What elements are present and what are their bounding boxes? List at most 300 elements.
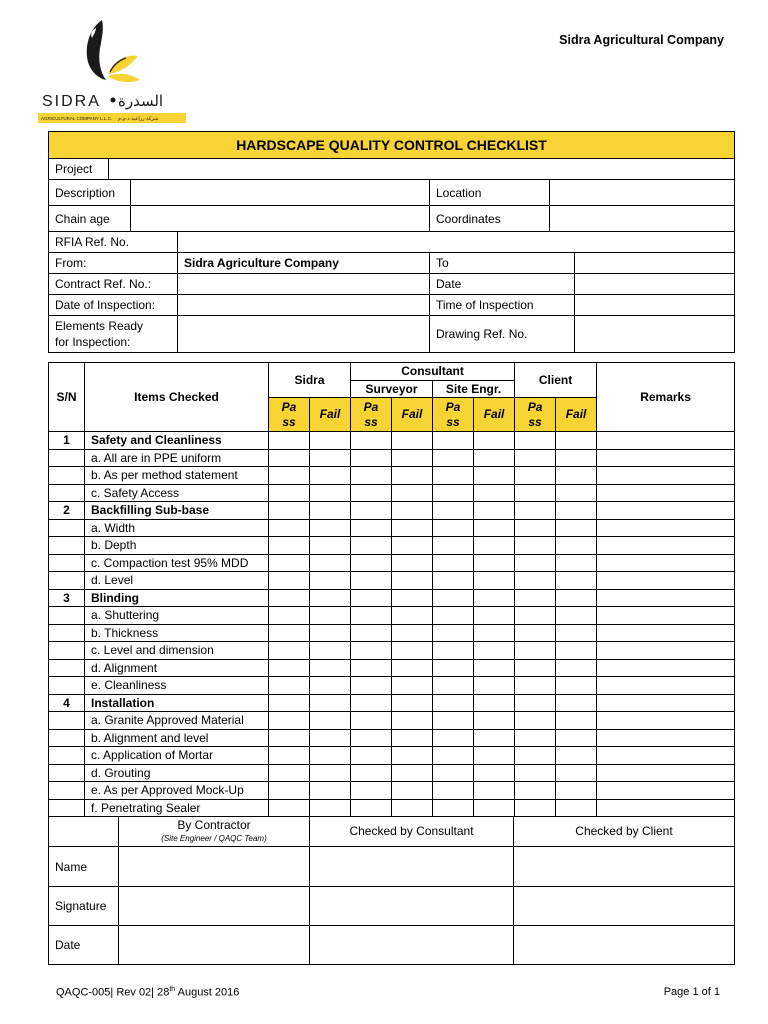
surveyor-pass-cell[interactable] <box>351 572 392 590</box>
from-value: Sidra Agriculture Company <box>178 253 430 274</box>
site-engr-pass-cell[interactable] <box>433 642 474 660</box>
rfia-field[interactable] <box>178 232 735 253</box>
drawing-ref-field[interactable] <box>575 316 735 353</box>
chainage-field[interactable] <box>131 206 430 232</box>
remarks-cell[interactable] <box>597 624 735 642</box>
client-pass-cell[interactable] <box>515 449 556 467</box>
checklist-item-label: a. Granite Approved Material <box>85 712 269 730</box>
form-title: HARDSCAPE QUALITY CONTROL CHECKLIST <box>49 132 735 159</box>
client-pass-cell[interactable] <box>515 729 556 747</box>
checklist-item-row <box>49 572 735 590</box>
site-engr-fail-cell[interactable] <box>474 712 515 730</box>
sidra-pass-cell[interactable] <box>269 607 310 625</box>
sidra-fail-cell[interactable] <box>310 712 351 730</box>
sn-blank-cell <box>49 467 85 485</box>
site-engr-pass-cell[interactable] <box>433 519 474 537</box>
sidra-pass-cell[interactable] <box>269 764 310 782</box>
contractor-name-field[interactable] <box>119 847 310 887</box>
sidra-pass-cell[interactable] <box>269 642 310 660</box>
checklist-item-label: a. Width <box>85 519 269 537</box>
checklist-item-label: c. Compaction test 95% MDD <box>85 554 269 572</box>
client-fail-cell[interactable] <box>556 607 597 625</box>
site-engr-fail-cell[interactable] <box>474 607 515 625</box>
section-header-blank-cell <box>433 432 474 450</box>
checklist-item-row <box>49 449 735 467</box>
surveyor-fail-cell[interactable] <box>392 659 433 677</box>
checklist-item-row <box>49 484 735 502</box>
checklist-item-label: e. Cleanliness <box>85 677 269 695</box>
surveyor-fail-cell[interactable] <box>392 729 433 747</box>
surveyor-pass-cell[interactable] <box>351 782 392 800</box>
sn-blank-cell <box>49 764 85 782</box>
client-pass-cell[interactable] <box>515 782 556 800</box>
client-fail-cell[interactable] <box>556 449 597 467</box>
date-field[interactable] <box>575 274 735 295</box>
coordinates-label: Coordinates <box>430 206 550 232</box>
section-header-blank-cell <box>310 694 351 712</box>
client-pass-cell[interactable] <box>515 607 556 625</box>
client-fail-cell[interactable] <box>556 764 597 782</box>
section-number: 1 <box>49 432 85 450</box>
section-number: 2 <box>49 502 85 520</box>
contract-ref-label: Contract Ref. No.: <box>49 274 178 295</box>
checklist-item-row <box>49 607 735 625</box>
remarks-cell[interactable] <box>597 712 735 730</box>
consultant-header: Consultant <box>351 363 515 381</box>
consultant-date-field[interactable] <box>310 926 514 965</box>
sn-blank-cell <box>49 642 85 660</box>
section-header-blank-cell <box>269 694 310 712</box>
sn-blank-cell <box>49 484 85 502</box>
sn-blank-cell <box>49 519 85 537</box>
site-engr-pass-cell[interactable] <box>433 659 474 677</box>
sidra-pass-cell[interactable] <box>269 554 310 572</box>
items-checked-header: Items Checked <box>85 363 269 432</box>
client-date-field[interactable] <box>514 926 735 965</box>
sn-blank-cell <box>49 607 85 625</box>
checklist-item-label: b. Depth <box>85 537 269 555</box>
client-fail-cell[interactable] <box>556 537 597 555</box>
sidra-pass-cell[interactable] <box>269 747 310 765</box>
checklist-item-row <box>49 519 735 537</box>
site-engr-pass-cell[interactable] <box>433 712 474 730</box>
surveyor-fail-cell[interactable] <box>392 484 433 502</box>
checklist-item-label: a. All are in PPE uniform <box>85 449 269 467</box>
by-contractor-label: By Contractor <box>177 817 251 832</box>
surveyor-fail-cell[interactable] <box>392 642 433 660</box>
checklist-item-label: b. As per method statement <box>85 467 269 485</box>
site-engr-pass-cell[interactable] <box>433 572 474 590</box>
surveyor-pass-cell[interactable] <box>351 729 392 747</box>
footer-date-rest: August 2016 <box>175 986 240 999</box>
surveyor-pass-cell[interactable] <box>351 747 392 765</box>
company-name-header: Sidra Agricultural Company <box>559 33 724 47</box>
svg-text:شركة زراعية ذ.م.م: شركة زراعية ذ.م.م <box>118 116 159 122</box>
sidra-fail-cell[interactable] <box>310 537 351 555</box>
checklist-item-row <box>49 554 735 572</box>
elements-ready-line-1: Elements Ready <box>55 319 144 333</box>
section-header-blank-cell <box>269 589 310 607</box>
surveyor-fail-cell[interactable] <box>392 607 433 625</box>
site-engr-fail-header: Fail <box>474 398 515 432</box>
client-fail-cell[interactable] <box>556 642 597 660</box>
client-fail-cell[interactable] <box>556 677 597 695</box>
sidra-pass-cell[interactable] <box>269 624 310 642</box>
client-pass-cell[interactable] <box>515 519 556 537</box>
surveyor-pass-cell[interactable] <box>351 519 392 537</box>
client-pass-cell[interactable] <box>515 624 556 642</box>
to-field[interactable] <box>575 253 735 274</box>
surveyor-fail-cell[interactable] <box>392 467 433 485</box>
contractor-date-field[interactable] <box>119 926 310 965</box>
site-engr-pass-cell[interactable] <box>433 554 474 572</box>
section-header-blank-cell <box>433 502 474 520</box>
sn-blank-cell <box>49 677 85 695</box>
inspection-date-label: Date of Inspection: <box>49 295 178 316</box>
client-signature-field[interactable] <box>514 887 735 926</box>
remarks-cell[interactable] <box>597 607 735 625</box>
sn-blank-cell <box>49 537 85 555</box>
site-engr-fail-cell[interactable] <box>474 782 515 800</box>
remarks-cell[interactable] <box>597 729 735 747</box>
sidra-fail-cell[interactable] <box>310 467 351 485</box>
sidra-pass-cell[interactable] <box>269 712 310 730</box>
signoff-corner <box>49 817 119 847</box>
surveyor-fail-cell[interactable] <box>392 747 433 765</box>
site-engr-fail-cell[interactable] <box>474 449 515 467</box>
sidra-fail-cell[interactable] <box>310 484 351 502</box>
client-fail-cell[interactable] <box>556 624 597 642</box>
sidra-pass-cell[interactable] <box>269 519 310 537</box>
sidra-pass-cell[interactable] <box>269 484 310 502</box>
checklist-item-label: d. Level <box>85 572 269 590</box>
by-contractor-header <box>119 817 310 847</box>
site-engr-fail-cell[interactable] <box>474 467 515 485</box>
remarks-header: Remarks <box>597 363 735 432</box>
remarks-cell[interactable] <box>597 677 735 695</box>
elements-ready-field[interactable] <box>178 316 430 353</box>
sn-blank-cell <box>49 799 85 817</box>
section-header-blank-cell <box>351 432 392 450</box>
sidra-pass-cell[interactable] <box>269 572 310 590</box>
checklist-item-label: d. Alignment <box>85 659 269 677</box>
client-fail-cell[interactable] <box>556 712 597 730</box>
site-engr-pass-cell[interactable] <box>433 782 474 800</box>
section-header-blank-cell <box>310 502 351 520</box>
svg-text:AGRICULTURAL COMPANY L.L.C.: AGRICULTURAL COMPANY L.L.C. <box>41 116 113 121</box>
checklist-item-label: b. Thickness <box>85 624 269 642</box>
site-engr-fail-cell[interactable] <box>474 747 515 765</box>
site-engr-pass-cell[interactable] <box>433 677 474 695</box>
site-engr-pass-cell[interactable] <box>433 449 474 467</box>
site-engr-fail-cell[interactable] <box>474 624 515 642</box>
site-engr-pass-cell[interactable] <box>433 747 474 765</box>
client-fail-cell[interactable] <box>556 729 597 747</box>
by-contractor-sub: (Site Engineer / QAQC Team) <box>161 833 267 843</box>
sidra-pass-cell[interactable] <box>269 729 310 747</box>
remarks-cell[interactable] <box>597 572 735 590</box>
client-pass-cell[interactable] <box>515 799 556 817</box>
section-header-blank-cell <box>392 432 433 450</box>
site-engr-pass-cell[interactable] <box>433 799 474 817</box>
client-pass-cell[interactable] <box>515 537 556 555</box>
client-pass-cell[interactable] <box>515 712 556 730</box>
sn-blank-cell <box>49 659 85 677</box>
surveyor-fail-cell[interactable] <box>392 572 433 590</box>
from-label: From: <box>49 253 178 274</box>
site-engr-pass-cell[interactable] <box>433 607 474 625</box>
site-engr-pass-cell[interactable] <box>433 729 474 747</box>
sn-blank-cell <box>49 747 85 765</box>
site-engr-fail-cell[interactable] <box>474 519 515 537</box>
checklist-item-row <box>49 659 735 677</box>
surveyor-fail-cell[interactable] <box>392 554 433 572</box>
sidra-pass-cell[interactable] <box>269 782 310 800</box>
section-number: 4 <box>49 694 85 712</box>
sidra-pass-cell[interactable] <box>269 449 310 467</box>
client-pass-cell[interactable] <box>515 764 556 782</box>
section-header-blank-cell <box>433 694 474 712</box>
inspection-time-field[interactable] <box>575 295 735 316</box>
sidra-fail-cell[interactable] <box>310 607 351 625</box>
coordinates-field[interactable] <box>550 206 735 232</box>
date-label: Date <box>430 274 575 295</box>
site-engr-fail-cell[interactable] <box>474 572 515 590</box>
section-header-blank-cell <box>310 432 351 450</box>
client-pass-header: Pass <box>515 398 556 432</box>
sidra-pass-cell[interactable] <box>269 659 310 677</box>
remarks-cell[interactable] <box>597 449 735 467</box>
remarks-cell[interactable] <box>597 537 735 555</box>
client-pass-cell[interactable] <box>515 484 556 502</box>
section-header-blank-cell <box>392 589 433 607</box>
surveyor-fail-cell[interactable] <box>392 782 433 800</box>
section-header-blank-cell <box>597 432 735 450</box>
section-number: 3 <box>49 589 85 607</box>
surveyor-fail-cell[interactable] <box>392 449 433 467</box>
sn-blank-cell <box>49 572 85 590</box>
checklist-item-label: d. Grouting <box>85 764 269 782</box>
contract-ref-field[interactable] <box>178 274 430 295</box>
sidra-fail-cell[interactable] <box>310 624 351 642</box>
sidra-pass-cell[interactable] <box>269 799 310 817</box>
site-engr-fail-cell[interactable] <box>474 484 515 502</box>
inspection-info-table <box>48 131 735 353</box>
surveyor-pass-cell[interactable] <box>351 449 392 467</box>
surveyor-pass-cell[interactable] <box>351 607 392 625</box>
surveyor-fail-cell[interactable] <box>392 799 433 817</box>
sidra-pass-cell[interactable] <box>269 677 310 695</box>
remarks-cell[interactable] <box>597 642 735 660</box>
client-pass-cell[interactable] <box>515 747 556 765</box>
remarks-cell[interactable] <box>597 799 735 817</box>
footer-doc-ref <box>56 986 239 999</box>
sidra-pass-header: Pass <box>269 398 310 432</box>
section-header-blank-cell <box>515 502 556 520</box>
elements-ready-line-2: for Inspection: <box>55 335 131 349</box>
surveyor-fail-cell[interactable] <box>392 519 433 537</box>
sidra-fail-cell[interactable] <box>310 519 351 537</box>
site-engr-pass-cell[interactable] <box>433 624 474 642</box>
surveyor-pass-cell[interactable] <box>351 554 392 572</box>
svg-text:السدرة: السدرة <box>118 92 164 110</box>
section-title: Installation <box>85 694 269 712</box>
section-header-blank-cell <box>556 589 597 607</box>
sidra-fail-cell[interactable] <box>310 677 351 695</box>
remarks-cell[interactable] <box>597 747 735 765</box>
checklist-item-row <box>49 799 735 817</box>
site-engr-pass-cell[interactable] <box>433 484 474 502</box>
remarks-cell[interactable] <box>597 782 735 800</box>
site-engr-fail-cell[interactable] <box>474 554 515 572</box>
chainage-label: Chain age <box>49 206 131 232</box>
surveyor-pass-cell[interactable] <box>351 799 392 817</box>
section-header-blank-cell <box>597 589 735 607</box>
client-fail-cell[interactable] <box>556 572 597 590</box>
sidra-fail-cell[interactable] <box>310 572 351 590</box>
remarks-cell[interactable] <box>597 484 735 502</box>
surveyor-fail-cell[interactable] <box>392 624 433 642</box>
surveyor-fail-cell[interactable] <box>392 712 433 730</box>
client-fail-cell[interactable] <box>556 467 597 485</box>
client-fail-cell[interactable] <box>556 484 597 502</box>
sidra-fail-cell[interactable] <box>310 642 351 660</box>
site-engr-pass-cell[interactable] <box>433 537 474 555</box>
checklist-item-label: c. Safety Access <box>85 484 269 502</box>
surveyor-pass-cell[interactable] <box>351 764 392 782</box>
surveyor-fail-cell[interactable] <box>392 764 433 782</box>
sidra-fail-cell[interactable] <box>310 764 351 782</box>
date-signoff-label: Date <box>49 926 119 965</box>
surveyor-header: Surveyor <box>351 380 433 398</box>
client-pass-cell[interactable] <box>515 572 556 590</box>
section-header-blank-cell <box>392 694 433 712</box>
checklist-item-label: c. Application of Mortar <box>85 747 269 765</box>
site-engr-fail-cell[interactable] <box>474 659 515 677</box>
sidra-header: Sidra <box>269 363 351 398</box>
section-header-blank-cell <box>269 432 310 450</box>
surveyor-pass-cell[interactable] <box>351 677 392 695</box>
description-field[interactable] <box>131 180 430 206</box>
remarks-cell[interactable] <box>597 467 735 485</box>
client-name-field[interactable] <box>514 847 735 887</box>
surveyor-fail-cell[interactable] <box>392 677 433 695</box>
sn-blank-cell <box>49 554 85 572</box>
surveyor-pass-cell[interactable] <box>351 659 392 677</box>
checklist-item-row <box>49 677 735 695</box>
sn-blank-cell <box>49 449 85 467</box>
client-pass-cell[interactable] <box>515 677 556 695</box>
section-title: Safety and Cleanliness <box>85 432 269 450</box>
surveyor-pass-cell[interactable] <box>351 712 392 730</box>
remarks-cell[interactable] <box>597 659 735 677</box>
client-fail-cell[interactable] <box>556 799 597 817</box>
client-fail-cell[interactable] <box>556 659 597 677</box>
surveyor-pass-cell[interactable] <box>351 467 392 485</box>
project-label: Project <box>49 159 109 180</box>
checklist-table <box>48 362 735 817</box>
section-header-blank-cell <box>556 432 597 450</box>
remarks-cell[interactable] <box>597 554 735 572</box>
elements-ready-label <box>49 316 178 353</box>
checked-by-client-header: Checked by Client <box>514 817 735 847</box>
client-fail-header: Fail <box>556 398 597 432</box>
site-engr-header: Site Engr. <box>433 380 515 398</box>
surveyor-pass-cell[interactable] <box>351 624 392 642</box>
site-engr-fail-cell[interactable] <box>474 764 515 782</box>
checklist-item-label: f. Penetrating Sealer <box>85 799 269 817</box>
section-header-blank-cell <box>474 694 515 712</box>
footer-page-number: Page 1 of 1 <box>663 986 720 998</box>
checklist-item-row <box>49 782 735 800</box>
section-header-blank-cell <box>474 589 515 607</box>
client-pass-cell[interactable] <box>515 467 556 485</box>
sn-blank-cell <box>49 782 85 800</box>
sidra-fail-cell[interactable] <box>310 659 351 677</box>
client-pass-cell[interactable] <box>515 659 556 677</box>
surveyor-pass-header: Pass <box>351 398 392 432</box>
site-engr-fail-cell[interactable] <box>474 799 515 817</box>
remarks-cell[interactable] <box>597 519 735 537</box>
checklist-item-row <box>49 729 735 747</box>
section-header-blank-cell <box>597 502 735 520</box>
remarks-cell[interactable] <box>597 764 735 782</box>
sidra-fail-cell[interactable] <box>310 782 351 800</box>
section-header-blank-cell <box>474 432 515 450</box>
sidra-fail-cell[interactable] <box>310 729 351 747</box>
location-field[interactable] <box>550 180 735 206</box>
surveyor-pass-cell[interactable] <box>351 537 392 555</box>
consultant-name-field[interactable] <box>310 847 514 887</box>
inspection-date-field[interactable] <box>178 295 430 316</box>
sidra-fail-cell[interactable] <box>310 449 351 467</box>
client-fail-cell[interactable] <box>556 554 597 572</box>
checklist-item-label: c. Level and dimension <box>85 642 269 660</box>
section-header-blank-cell <box>556 694 597 712</box>
section-header-blank-cell <box>515 694 556 712</box>
site-engr-fail-cell[interactable] <box>474 729 515 747</box>
checklist-item-label: a. Shuttering <box>85 607 269 625</box>
sn-header: S/N <box>49 363 85 432</box>
site-engr-pass-cell[interactable] <box>433 764 474 782</box>
site-engr-fail-cell[interactable] <box>474 642 515 660</box>
client-header: Client <box>515 363 597 398</box>
client-fail-cell[interactable] <box>556 519 597 537</box>
consultant-signature-field[interactable] <box>310 887 514 926</box>
client-pass-cell[interactable] <box>515 554 556 572</box>
sn-blank-cell <box>49 712 85 730</box>
site-engr-fail-cell[interactable] <box>474 677 515 695</box>
client-fail-cell[interactable] <box>556 782 597 800</box>
sidra-fail-cell[interactable] <box>310 799 351 817</box>
project-field[interactable] <box>109 159 735 180</box>
surveyor-pass-cell[interactable] <box>351 642 392 660</box>
section-header-blank-cell <box>433 589 474 607</box>
contractor-signature-field[interactable] <box>119 887 310 926</box>
surveyor-pass-cell[interactable] <box>351 484 392 502</box>
client-pass-cell[interactable] <box>515 642 556 660</box>
section-header-blank-cell <box>474 502 515 520</box>
sidra-pass-cell[interactable] <box>269 537 310 555</box>
client-fail-cell[interactable] <box>556 747 597 765</box>
site-engr-fail-cell[interactable] <box>474 537 515 555</box>
section-header-blank-cell <box>351 589 392 607</box>
site-engr-pass-cell[interactable] <box>433 467 474 485</box>
surveyor-fail-cell[interactable] <box>392 537 433 555</box>
sidra-fail-cell[interactable] <box>310 747 351 765</box>
sidra-pass-cell[interactable] <box>269 467 310 485</box>
sidra-fail-cell[interactable] <box>310 554 351 572</box>
